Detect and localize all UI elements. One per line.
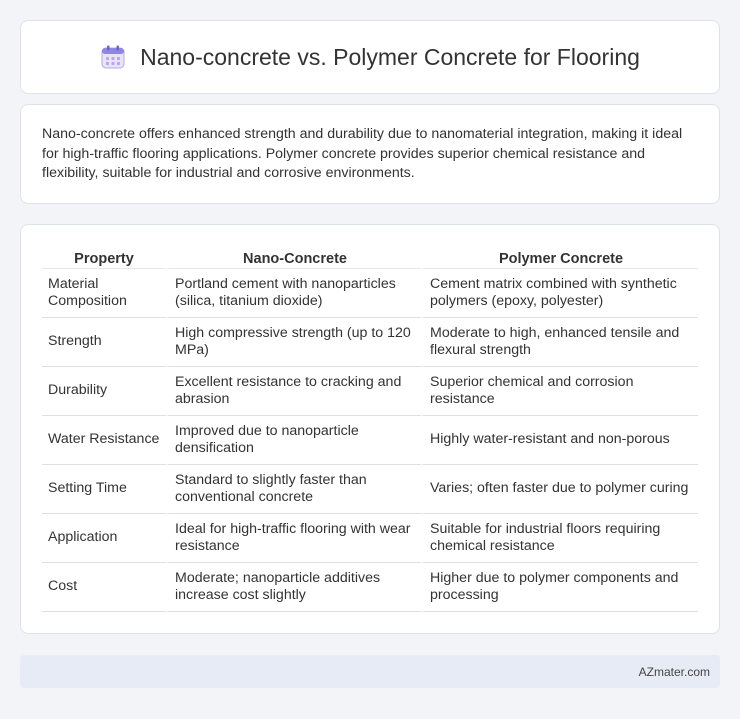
- table-row: [42, 269, 698, 318]
- polymer-cell: Cement matrix combined with synthetic polymers (epoxy, polyester): [421, 269, 698, 318]
- intro-text: Nano-concrete offers enhanced strength and durability due to nanomaterial integration, making it ideal for high-traffic flooring applications. Polymer concrete provides superior chemical resistance and flexibility, suitable for industrial and corrosive environments.: [42, 126, 683, 181]
- polymer-cell: Highly water-resistant and non-porous: [421, 416, 698, 465]
- property-cell: Material Composition: [42, 269, 166, 318]
- nano-cell: Standard to slightly faster than conventional concrete: [166, 465, 421, 514]
- title-card: [20, 20, 720, 94]
- polymer-cell: Suitable for industrial floors requiring chemical resistance: [421, 514, 698, 563]
- property-cell: Durability: [42, 367, 166, 416]
- page-title: Nano-concrete vs. Polymer Concrete for Flooring: [140, 43, 640, 70]
- comparison-card: [20, 224, 720, 634]
- header-property: Property: [42, 245, 166, 269]
- property-cell: Setting Time: [42, 465, 166, 514]
- table-row: [42, 416, 698, 465]
- polymer-cell: Higher due to polymer components and processing: [421, 563, 698, 612]
- footer-bar: [20, 655, 720, 688]
- intro-card: [20, 104, 720, 204]
- polymer-cell: Varies; often faster due to polymer curing: [421, 465, 698, 514]
- nano-cell: High compressive strength (up to 120 MPa): [166, 318, 421, 367]
- header-polymer-concrete: Polymer Concrete: [421, 245, 698, 269]
- nano-cell: Portland cement with nanoparticles (silica, titanium dioxide): [166, 269, 421, 318]
- table-row: [42, 318, 698, 367]
- footer-brand: AZmater.com: [638, 664, 710, 679]
- polymer-cell: Superior chemical and corrosion resistance: [421, 367, 698, 416]
- nano-cell: Ideal for high-traffic flooring with wear resistance: [166, 514, 421, 563]
- header-nano-concrete: Nano-Concrete: [166, 245, 421, 269]
- nano-cell: Improved due to nanoparticle densification: [166, 416, 421, 465]
- table-row: [42, 367, 698, 416]
- table-row: [42, 465, 698, 514]
- nano-cell: Excellent resistance to cracking and abrasion: [166, 367, 421, 416]
- polymer-cell: Moderate to high, enhanced tensile and flexural strength: [421, 318, 698, 367]
- comparison-table: [42, 245, 698, 612]
- table-row: [42, 563, 698, 612]
- table-row: [42, 514, 698, 563]
- property-cell: Water Resistance: [42, 416, 166, 465]
- nano-cell: Moderate; nanoparticle additives increase cost slightly: [166, 563, 421, 612]
- table-header-row: [42, 245, 698, 269]
- property-cell: Strength: [42, 318, 166, 367]
- property-cell: Application: [42, 514, 166, 563]
- property-cell: Cost: [42, 563, 166, 612]
- calendar-icon: [100, 44, 126, 70]
